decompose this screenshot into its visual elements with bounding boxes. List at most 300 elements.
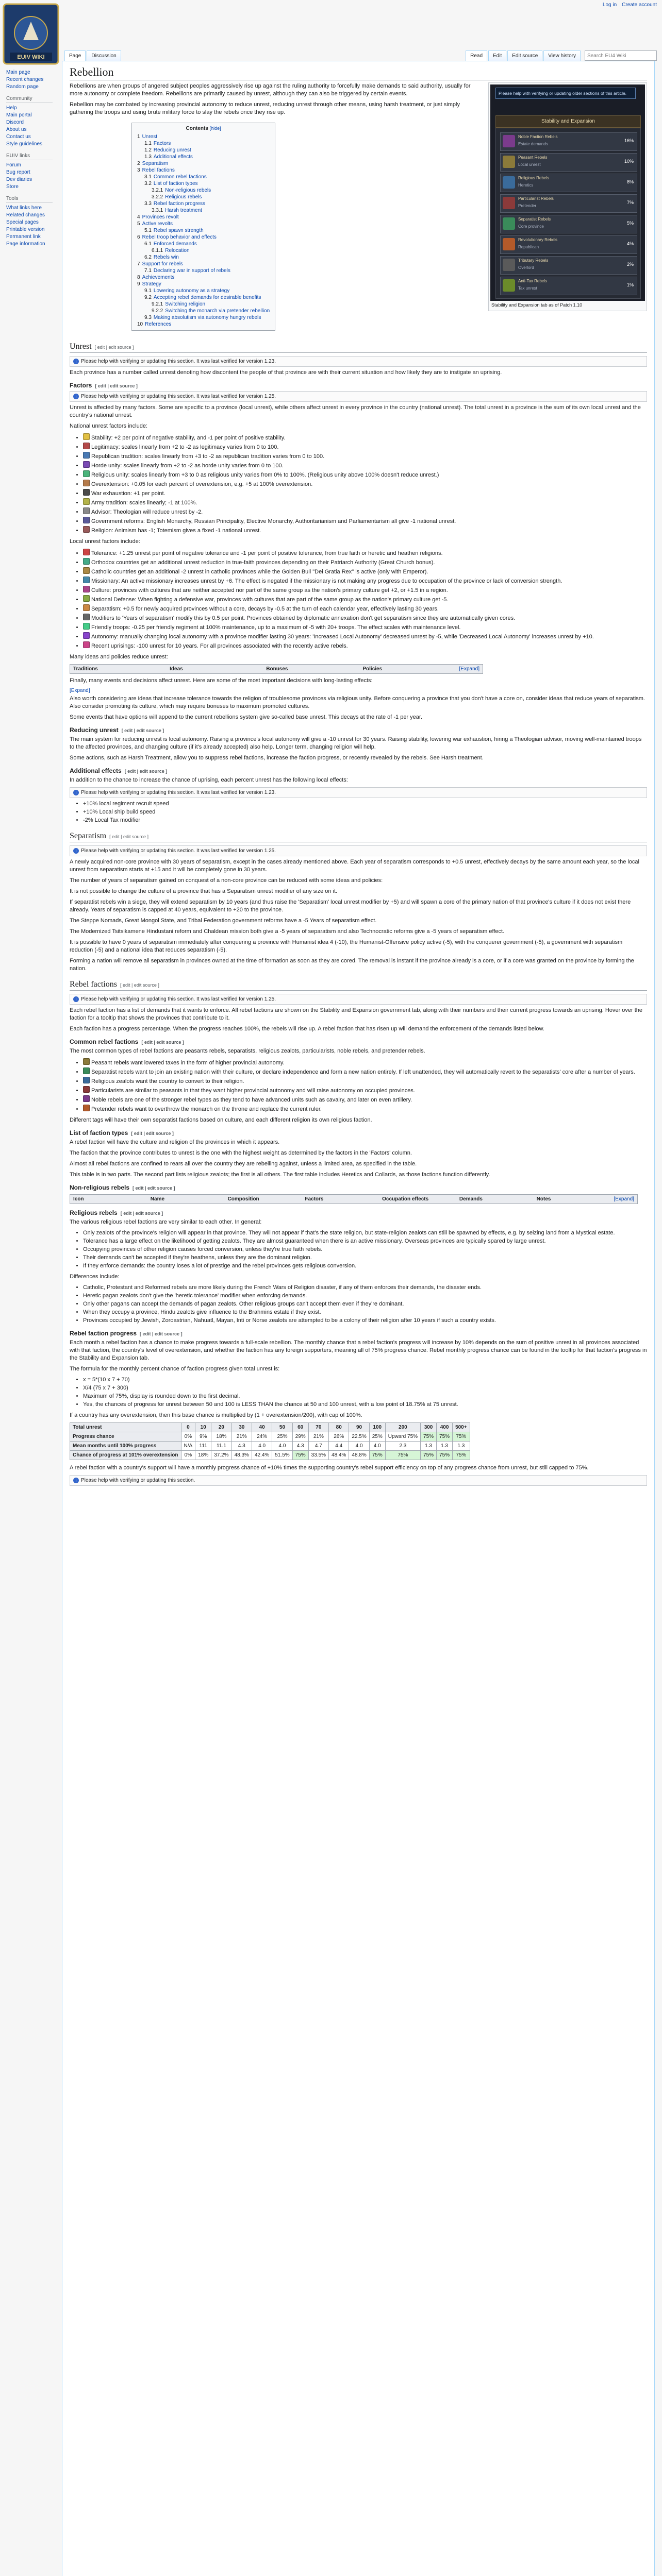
toc-link[interactable]: References bbox=[145, 321, 172, 327]
list-item-text: Religious zealots want the country to convert to their religion. bbox=[91, 1078, 244, 1084]
paragraph: It is possible to have 0 years of separatism immediately after conquering a province with Humanist idea 4 (-10), the Humanist-Offensive policy active (-5), with the conquerer government (-5), a government with separatism reduction (-5) and a national idea that reduces separatism (-5). bbox=[70, 939, 623, 953]
toc-link[interactable]: Factors bbox=[153, 141, 171, 146]
table-header-cell: 80 bbox=[329, 1423, 349, 1432]
faction-icon bbox=[83, 526, 90, 533]
list-item-text: Heretic pagan zealots don't give the 'heretic tolerance' modifier when enforcing demands. bbox=[83, 1293, 307, 1299]
common-factions-list bbox=[78, 1058, 647, 1113]
table-cell: 42.4% bbox=[252, 1451, 272, 1460]
list-item-text: Horde unity: scales linearly from +2 to -2 as horde unity varies from 0 to 100. bbox=[91, 463, 284, 469]
toc-link[interactable]: Harsh treatment bbox=[165, 208, 202, 213]
list-item bbox=[83, 549, 647, 557]
rebel-name: Separatist Rebels bbox=[518, 217, 551, 222]
tab-view-history[interactable]: View history bbox=[543, 50, 581, 61]
section-reducing-unrest: Reducing unrest [ edit | edit source ] bbox=[70, 726, 164, 734]
faction-icon bbox=[83, 632, 90, 639]
rebel-sub: Core province bbox=[518, 224, 544, 229]
rebel-progress: 7% bbox=[626, 200, 634, 205]
rebel-progress: 2% bbox=[626, 262, 634, 267]
rebel-name: Tributary Rebels bbox=[518, 258, 549, 263]
toc-link[interactable]: Rebel factions bbox=[142, 167, 175, 173]
paragraph: Each province has a number called unrest denoting how discontent the people of that province are with their current situation and how likely they are to instigate an uprising. bbox=[70, 369, 502, 376]
sidebar-link[interactable]: Special pages bbox=[6, 219, 39, 225]
section-rebel-factions: Rebel factions [ edit | edit source ] bbox=[70, 980, 647, 991]
nav-heading: Tools bbox=[6, 196, 53, 203]
table-cell: 111 bbox=[195, 1442, 211, 1451]
toc-link[interactable]: Additional effects bbox=[153, 154, 193, 160]
list-item-text: Separatist rebels want to join an existing nation with their culture, or declare independence and form a new nation entirely. If left unattended, they will automatically revert to the separatists' core after a number of years. bbox=[91, 1069, 635, 1075]
toc-number: 1.1 bbox=[144, 141, 152, 146]
rebel-progress: 10% bbox=[624, 159, 634, 164]
list-item-text: Tolerance: +1.25 unrest per point of negative tolerance and -1 per point of positive tolerance, from true faith or heretic and heathen religions. bbox=[91, 550, 443, 556]
faction-icon bbox=[83, 480, 90, 486]
list-item-text: Peasant rebels want lowered taxes in the form of higher provincial autonomy. bbox=[91, 1060, 285, 1066]
verify-notice: i Please help with verifying or updating this section. It was last verified for version 1.25. bbox=[70, 845, 647, 856]
table-cell: 75% bbox=[421, 1432, 437, 1442]
toc-link[interactable]: Strategy bbox=[142, 281, 161, 287]
faction-icon bbox=[83, 641, 90, 648]
faction-icon bbox=[83, 1105, 90, 1111]
toc-number: 3 bbox=[137, 167, 140, 173]
nav-block bbox=[6, 196, 62, 248]
list-item-text: +10% Local ship build speed bbox=[83, 809, 156, 815]
table-cell: 29% bbox=[292, 1432, 308, 1442]
personal-tools bbox=[598, 2, 657, 8]
non-religious-table bbox=[70, 1194, 638, 1204]
tab-page[interactable]: Page bbox=[64, 50, 86, 61]
tab-edit[interactable]: Edit bbox=[488, 50, 506, 61]
list-item-text: National Defense: When fighting a defensive war, provinces with cultures that are part of the same group as the nation's primary culture get -5. bbox=[91, 597, 449, 603]
paragraph: Local unrest factors include: bbox=[70, 538, 140, 545]
table-cell: 26% bbox=[329, 1432, 349, 1442]
verify-notice: i Please help with verifying or updating this section. It was last verified for version 1.25. bbox=[70, 391, 647, 402]
faction-icon bbox=[83, 604, 90, 611]
toc-link[interactable]: Lowering autonomy as a strategy bbox=[153, 288, 230, 294]
expand-link[interactable]: [Expand] bbox=[459, 666, 479, 672]
edit-link[interactable]: [ edit | edit source ] bbox=[95, 383, 138, 388]
sidebar-link[interactable]: Main portal bbox=[6, 112, 32, 118]
sidebar-link[interactable]: Contact us bbox=[6, 134, 31, 140]
faction-icon bbox=[83, 461, 90, 468]
list-item-text: Tolerance has a large effect on the likelihood of getting zealots. They are almost guaranteed when there is an active missionary. Overseas provinces are typically spared by large unrest. bbox=[83, 1238, 546, 1244]
rebel-progress: 4% bbox=[626, 241, 634, 246]
list-item-text: Missionary: An active missionary increases unrest by +6. The effect is negated if the missionary is not making any progress due to occupation of the province or lack of conversion strength. bbox=[91, 578, 562, 584]
table-header-cell: Ideas bbox=[170, 666, 183, 672]
toc-entry[interactable] bbox=[137, 174, 270, 180]
toc-entry[interactable] bbox=[137, 214, 270, 221]
intro-paragraph: Rebellions are when groups of angered subject peoples aggressively rise up against the ruling authority to forcefully make demands to said authority, usually for more autonomy or complete freedom. Rebellions are primarily caused by unrest, although they can also be triggered by certain events. bbox=[70, 83, 471, 97]
list-item bbox=[83, 1058, 647, 1067]
toc-number: 1.3 bbox=[144, 154, 152, 160]
sidebar-link[interactable]: Printable version bbox=[6, 227, 45, 232]
sidebar-link[interactable]: Page information bbox=[6, 241, 45, 247]
rebel-name: Particularist Rebels bbox=[518, 196, 554, 201]
table-cell: 11.1 bbox=[211, 1442, 231, 1451]
toc-link[interactable]: Achievements bbox=[142, 275, 175, 280]
rebel-row bbox=[500, 132, 637, 151]
formula-list bbox=[78, 1376, 647, 1409]
toc-number: 9.2.1 bbox=[152, 301, 163, 307]
table-header-cell: 90 bbox=[349, 1423, 369, 1432]
toc-entry[interactable] bbox=[137, 254, 270, 261]
list-item bbox=[83, 1238, 647, 1245]
toc-entry[interactable] bbox=[137, 281, 270, 287]
section-religious-rebels: Religious rebels [ edit | edit source ] bbox=[70, 1209, 163, 1216]
toc-link[interactable]: Declaring war in support of rebels bbox=[153, 268, 230, 274]
faction-icon bbox=[83, 558, 90, 565]
list-item bbox=[83, 470, 647, 479]
toc-entry[interactable] bbox=[137, 247, 270, 254]
intro-paragraph: Rebellion may be combated by increasing provincial autonomy to reduce unrest, reducing unrest through other means, using harsh treatment, or just simply gathering the troops and using brute military force to slay the rebels once they rise up. bbox=[70, 101, 460, 115]
toc-number: 4 bbox=[137, 214, 140, 220]
list-item-text: Recent uprisings: -100 unrest for 10 years. For all provinces associated with the recently active rebels. bbox=[91, 643, 348, 649]
list-item bbox=[83, 641, 647, 650]
table-header-cell: 500+ bbox=[453, 1423, 470, 1432]
toc-link[interactable]: Provinces revolt bbox=[142, 214, 179, 220]
table-header-cell: Notes bbox=[536, 1196, 551, 1202]
faction-icon bbox=[83, 549, 90, 555]
paragraph: Forming a nation will remove all separatism in provinces owned at the time of formation as soon as they are cored. The removal is instant if the province already is a core, or if a core was granted on the province by forming the nation. bbox=[70, 958, 634, 972]
list-item bbox=[83, 817, 647, 824]
table-cell: 48.8% bbox=[349, 1451, 369, 1460]
table-row bbox=[70, 1451, 470, 1460]
row-label: Progress chance bbox=[70, 1432, 181, 1442]
rebel-badge-icon bbox=[503, 176, 515, 189]
sidebar-link[interactable]: Forum bbox=[6, 162, 21, 168]
paragraph: Each rebel faction has a list of demands that it wants to enforce. All rebel factions are shown on the Stability and Expansion government tab, along with their numbers and their current progress towards an uprising. Hover over the faction for a tooltip that shows the provinces that contribute to it. bbox=[70, 1007, 642, 1021]
paragraph: Each month a rebel faction has a chance to make progress towards a full-scale rebellion. The monthly chance that a rebel faction's progress will increase by 10% depends on the sum of positive unrest in all provinces associated with that faction, the country's level of overextension, and whether the faction has any foreign supporters, meaning all of 75% progress chance. Rebel monthly progress chance can be found in the tooltip for that faction's progress in the Stability and Expansion tab. bbox=[70, 1340, 647, 1361]
toc-link[interactable]: Relocation bbox=[165, 248, 190, 253]
search-input[interactable] bbox=[585, 50, 657, 61]
list-item-text: Maximum of 75%, display is rounded down to the first decimal. bbox=[83, 1393, 240, 1399]
toc-entry[interactable] bbox=[137, 314, 270, 321]
toc-entry[interactable] bbox=[137, 200, 270, 207]
list-item bbox=[83, 517, 647, 526]
list-item-text: Religious unity: scales linearly from +3 to 0 as religious unity varies from 0% to 100%. (Religious unity above 100% doesn't reduce unrest.) bbox=[91, 472, 439, 478]
table-cell: 21% bbox=[308, 1432, 328, 1442]
table-cell: 4.4 bbox=[329, 1442, 349, 1451]
list-item bbox=[83, 1254, 647, 1262]
rebel-sub: Tax unrest bbox=[518, 286, 537, 291]
personal-link[interactable]: Log in bbox=[602, 2, 617, 8]
table-cell: 4.7 bbox=[308, 1442, 328, 1451]
toc-link[interactable]: Rebel spawn strength bbox=[153, 228, 204, 233]
table-of-contents bbox=[131, 123, 275, 331]
verify-notice: i Please help with verifying or updating this section. It was last verified for version 1.23. bbox=[70, 787, 647, 798]
table-cell: 4.0 bbox=[252, 1442, 272, 1451]
section-additional-effects: Additional effects [ edit | edit source ] bbox=[70, 767, 168, 774]
table-cell: 22.5% bbox=[349, 1432, 369, 1442]
sidebar-link[interactable]: Random page bbox=[6, 84, 39, 90]
list-item bbox=[83, 498, 647, 507]
rebel-badge-icon bbox=[503, 135, 515, 147]
faction-icon bbox=[83, 452, 90, 459]
tab-discussion[interactable]: Discussion bbox=[87, 50, 121, 61]
table-cell: 0% bbox=[181, 1451, 195, 1460]
toc-number: 3.2 bbox=[144, 181, 152, 187]
table-cell: 48.4% bbox=[329, 1451, 349, 1460]
toc-link[interactable]: Enforced demands bbox=[153, 241, 197, 247]
faction-icon bbox=[83, 1067, 90, 1074]
list-item bbox=[83, 1376, 647, 1384]
sidebar-link[interactable]: Recent changes bbox=[6, 77, 44, 82]
toc-entry[interactable] bbox=[137, 187, 270, 194]
paragraph: The formula for the monthly percent chance of faction progress given total unrest is: bbox=[70, 1366, 280, 1372]
toc-entry[interactable] bbox=[137, 133, 270, 140]
list-item-text: Advisor: Theologian will reduce unrest by -2. bbox=[91, 509, 203, 515]
toc-link[interactable]: Making absolutism via autonomy hungry rebels bbox=[153, 315, 261, 320]
personal-link[interactable]: Create account bbox=[622, 2, 657, 8]
rebel-panel bbox=[495, 128, 641, 299]
table-cell: 75% bbox=[453, 1451, 470, 1460]
list-item bbox=[83, 1292, 647, 1300]
toc-entry[interactable] bbox=[137, 294, 270, 301]
faction-icon bbox=[83, 577, 90, 583]
table-header-cell: 100 bbox=[369, 1423, 385, 1432]
toc-link[interactable]: Switching religion bbox=[165, 301, 206, 307]
religious-list bbox=[78, 1229, 647, 1270]
list-item bbox=[83, 800, 647, 808]
list-item bbox=[83, 461, 647, 470]
paragraph: A newly acquired non-core province with 30 years of separatism, except in the cases already mentioned above. Each year of separatism corresponds to +0.5 unrest, effectively decays by the same amount each year, so the local unrest from separatism starts at +15 and it will be completely gone in 30 years. bbox=[70, 859, 639, 873]
verify-notice: i Please help with verifying or updating this section. bbox=[70, 1475, 647, 1486]
edit-link[interactable]: [ edit | edit source ] bbox=[141, 1040, 184, 1045]
edit-link[interactable]: [ edit | edit source ] bbox=[131, 1131, 174, 1136]
sidebar-link[interactable]: Related changes bbox=[6, 212, 45, 218]
toc-link[interactable]: Separatism bbox=[142, 161, 169, 166]
table-row bbox=[70, 1442, 470, 1451]
toc-number: 3.3.1 bbox=[152, 208, 163, 213]
paragraph: A rebel faction will have the culture and religion of the provinces in which it appears. bbox=[70, 1139, 280, 1145]
list-item bbox=[83, 443, 647, 451]
paragraph: The Modernized Tsitsikamene Hindustani reform and Chaldean mission both give a -5 years of separatism and also Technocratic reforms give a -5 years of separatism effect. bbox=[70, 928, 505, 935]
toc-entry[interactable] bbox=[137, 267, 270, 274]
rebel-name: Religious Rebels bbox=[518, 176, 550, 180]
religious-differences-list bbox=[78, 1284, 647, 1325]
toc-link[interactable]: Rebel faction progress bbox=[153, 201, 205, 207]
list-item bbox=[83, 577, 647, 585]
list-item bbox=[83, 1317, 647, 1325]
toc-entry[interactable] bbox=[137, 234, 270, 241]
toc-entry[interactable] bbox=[137, 261, 270, 267]
paragraph: This table is in two parts. The second part lists religious zealots; the first is all others. The first table includes Heretics and Collards, as those factions function differently. bbox=[70, 1172, 490, 1178]
paragraph: The number of years of separatism gained on conquest of a non-core province can be reduced with some ideas and policies: bbox=[70, 877, 383, 884]
tab-edit-source[interactable]: Edit source bbox=[507, 50, 542, 61]
sidebar-link[interactable]: Main page bbox=[6, 70, 30, 75]
list-item-text: War exhaustion: +1 per point. bbox=[91, 490, 166, 497]
list-item bbox=[83, 586, 647, 595]
rebel-row bbox=[500, 174, 637, 192]
toc-link[interactable]: Rebels win bbox=[153, 255, 179, 260]
table-cell: 75% bbox=[453, 1432, 470, 1442]
paragraph: Different tags will have their own separatist factions based on culture, and each different religion its own religious faction. bbox=[70, 1117, 372, 1123]
sidebar-link[interactable]: Dev diaries bbox=[6, 177, 32, 182]
list-item-text: Pretender rebels want to overthrow the monarch on the throne and replace the current ruler. bbox=[91, 1106, 322, 1112]
toc-number: 3.1 bbox=[144, 174, 152, 180]
edit-link[interactable]: [ edit | edit source ] bbox=[140, 1331, 183, 1336]
toc-entry[interactable] bbox=[137, 207, 270, 214]
edit-link[interactable]: [ edit | edit source ] bbox=[94, 345, 134, 350]
sidebar-link[interactable]: Bug report bbox=[6, 170, 30, 175]
list-item bbox=[83, 480, 647, 488]
table-header-cell: 60 bbox=[292, 1423, 308, 1432]
toc-entry[interactable] bbox=[137, 301, 270, 308]
list-item-text: Legitimacy: scales linearly from +2 to -2 as legitimacy varies from 0 to 100. bbox=[91, 444, 279, 450]
toc-entry[interactable] bbox=[137, 241, 270, 247]
toc-number: 3.3 bbox=[144, 201, 152, 207]
table-header-cell: 40 bbox=[252, 1423, 272, 1432]
list-item bbox=[83, 1105, 647, 1113]
toc-entry[interactable] bbox=[137, 194, 270, 200]
nav-block bbox=[6, 96, 62, 148]
verify-notice: i Please help with verifying or updating this section. It was last verified for version 1.23. bbox=[70, 356, 647, 367]
rebel-sub: Estate demands bbox=[518, 142, 548, 146]
sidebar-link[interactable]: What links here bbox=[6, 205, 42, 211]
list-item-text: X/4 (75 x 7 + 300) bbox=[83, 1385, 128, 1391]
edit-link[interactable]: [ edit | edit source ] bbox=[124, 769, 168, 774]
list-item bbox=[83, 489, 647, 498]
toc-entry[interactable] bbox=[137, 221, 270, 227]
site-logo[interactable] bbox=[3, 3, 59, 65]
page-tabs bbox=[64, 49, 657, 61]
list-item bbox=[83, 614, 647, 622]
toc-link[interactable]: Religious rebels bbox=[165, 194, 202, 200]
section-list-of-faction-types: List of faction types [ edit | edit source ] bbox=[70, 1129, 174, 1137]
toc-hide-link[interactable]: [hide] bbox=[209, 126, 221, 131]
paragraph: Finally, many events and decisions affect unrest. Here are some of the most important decisions with long-lasting effects: bbox=[70, 677, 373, 684]
table-cell: 75% bbox=[437, 1432, 453, 1442]
rebel-badge-icon bbox=[503, 217, 515, 230]
toc-number: 3.2.2 bbox=[152, 194, 163, 200]
toc-link[interactable]: Active revolts bbox=[142, 221, 173, 227]
list-item-text: Government reforms: English Monarchy, Russian Principality, Elective Monarchy, Authoritarianism and Parliamentarism all give -1 national unrest. bbox=[91, 518, 456, 524]
expand-link[interactable]: [Expand] bbox=[70, 688, 90, 693]
sidebar-link[interactable]: Style guidelines bbox=[6, 141, 43, 147]
effects-list bbox=[78, 800, 647, 824]
infobox-image bbox=[488, 82, 647, 311]
toc-entry[interactable] bbox=[137, 321, 270, 328]
list-item bbox=[83, 1401, 647, 1409]
table-cell: 0% bbox=[181, 1432, 195, 1442]
table-cell: 18% bbox=[211, 1432, 231, 1442]
table-cell: 24% bbox=[252, 1432, 272, 1442]
toc-entry[interactable] bbox=[137, 140, 270, 147]
sidebar-link[interactable]: About us bbox=[6, 127, 27, 132]
list-item bbox=[83, 623, 647, 632]
list-item-text: When they occupy a province, Hindu zealots give influence to the Brahmins estate if they exist. bbox=[83, 1309, 321, 1315]
list-item-text: Catholic countries get an additional -2 unrest in catholic provinces while the Golden Bull "Dei Gratia Rex" is active (only with Emperor). bbox=[91, 569, 428, 575]
list-item-text: Separatism: +0.5 for newly acquired provinces without a core, decays by -0.5 at the turn of each calendar year, effectively lasting 30 years. bbox=[91, 606, 439, 612]
table-cell: 4.0 bbox=[272, 1442, 292, 1451]
local-unrest-list bbox=[78, 549, 647, 650]
tab-read[interactable]: Read bbox=[466, 50, 487, 61]
toc-entry[interactable] bbox=[137, 274, 270, 281]
toc-entry[interactable] bbox=[137, 180, 270, 187]
toc-entry[interactable] bbox=[137, 308, 270, 314]
toc-link[interactable]: List of faction types bbox=[153, 181, 198, 187]
sidebar-link[interactable]: Store bbox=[6, 184, 19, 190]
toc-link[interactable]: Support for rebels bbox=[142, 261, 184, 267]
toc-link[interactable]: Common rebel factions bbox=[153, 174, 207, 180]
toc-entry[interactable] bbox=[137, 147, 270, 154]
sidebar-link[interactable]: Discord bbox=[6, 120, 24, 125]
edit-link[interactable]: [ edit | edit source ] bbox=[120, 982, 159, 988]
paragraph: The Steppe Nomads, Great Mongol State, and Tribal Federation government reforms have a -5 Years of separatism effect. bbox=[70, 918, 377, 924]
faction-icon bbox=[83, 498, 90, 505]
toc-entry[interactable] bbox=[137, 154, 270, 160]
sidebar-link[interactable]: Permanent link bbox=[6, 234, 41, 240]
edit-link[interactable]: [ edit | edit source ] bbox=[121, 728, 164, 733]
section-separatism: Separatism [ edit | edit source ] bbox=[70, 832, 647, 842]
table-header-row bbox=[70, 1423, 470, 1432]
paragraph: If a country has any overextension, then this base chance is multiplied by (1 + overextension/200), with cap of 100%. bbox=[70, 1412, 362, 1418]
rebel-badge-icon bbox=[503, 156, 515, 168]
table-cell: 1.3 bbox=[453, 1442, 470, 1451]
toc-number: 9.2.2 bbox=[152, 308, 163, 314]
toc-number: 6.1 bbox=[144, 241, 152, 247]
toc-link[interactable]: Reducing unrest bbox=[153, 147, 191, 153]
table-header-cell: 30 bbox=[231, 1423, 252, 1432]
faction-icon bbox=[83, 1086, 90, 1093]
rebel-name: Noble Faction Rebels bbox=[518, 134, 558, 139]
list-item-text: Catholic, Protestant and Reformed rebels are more likely during the French Wars of Religion disaster, if any of them enforces their demands, the disaster ends. bbox=[83, 1284, 482, 1291]
edit-link[interactable]: [ edit | edit source ] bbox=[133, 1185, 175, 1191]
toc-entry[interactable] bbox=[137, 167, 270, 174]
toc-link[interactable]: Accepting rebel demands for desirable benefits bbox=[153, 295, 261, 300]
toc-link[interactable]: Switching the monarch via pretender rebellion bbox=[165, 308, 270, 314]
table-cell: 75% bbox=[421, 1451, 437, 1460]
list-item bbox=[83, 1300, 647, 1308]
list-item bbox=[83, 595, 647, 604]
toc-link[interactable]: Unrest bbox=[142, 134, 158, 140]
list-item-text: Overextension: +0.05 for each percent of overextension, e.g. +5 at 100% overextension. bbox=[91, 481, 313, 487]
table-row bbox=[70, 1432, 470, 1442]
rebel-progress: 5% bbox=[626, 221, 634, 226]
toc-number: 5 bbox=[137, 221, 140, 227]
list-item-text: Army tradition: scales linearly; -1 at 100%. bbox=[91, 500, 197, 506]
table-header-cell: Policies bbox=[362, 666, 383, 672]
rebel-name: Revolutionary Rebels bbox=[518, 238, 558, 242]
list-item-text: Provinces occupied by Jewish, Zoroastrian, Nahuatl, Mayan, Inti or Norse zealots are attempted to be a colony of their religion after 10 years if such a country exists. bbox=[83, 1317, 496, 1324]
edit-link[interactable]: [ edit | edit source ] bbox=[109, 834, 148, 839]
toc-entry[interactable] bbox=[137, 287, 270, 294]
toc-entry[interactable] bbox=[137, 160, 270, 167]
expand-link[interactable]: [Expand] bbox=[614, 1196, 634, 1202]
faction-icon bbox=[83, 1095, 90, 1102]
rebel-sub: Heretics bbox=[518, 183, 534, 188]
list-item bbox=[83, 433, 647, 442]
stability-expansion-screenshot bbox=[490, 84, 645, 301]
table-cell: 4.0 bbox=[349, 1442, 369, 1451]
nav-block bbox=[6, 69, 62, 91]
toc-entry[interactable] bbox=[137, 227, 270, 234]
table-header-cell: Composition bbox=[227, 1196, 259, 1202]
toc-number: 9.1 bbox=[144, 288, 152, 294]
verify-notice: i Please help with verifying or updating this section. It was last verified for version 1.25. bbox=[70, 994, 647, 1005]
edit-link[interactable]: [ edit | edit source ] bbox=[120, 1211, 163, 1216]
sidebar-link[interactable]: Help bbox=[6, 105, 17, 111]
faction-icon bbox=[83, 443, 90, 449]
tooltip-box: Please help with verifying or updating older sections of this article. bbox=[495, 88, 636, 99]
table-cell: 25% bbox=[369, 1432, 385, 1442]
list-item-text: Only other pagans can accept the demands of pagan zealots. Other religious groups can't accept them even if they're dominant. bbox=[83, 1301, 404, 1307]
table-cell: 37.2% bbox=[211, 1451, 231, 1460]
toc-link[interactable]: Non-religious rebels bbox=[165, 188, 211, 193]
list-item bbox=[83, 1077, 647, 1086]
list-item bbox=[83, 1393, 647, 1400]
paragraph: Many ideas and policies reduce unrest: bbox=[70, 654, 168, 660]
toc-number: 5.1 bbox=[144, 228, 152, 233]
toc-link[interactable]: Rebel troop behavior and effects bbox=[142, 234, 217, 240]
